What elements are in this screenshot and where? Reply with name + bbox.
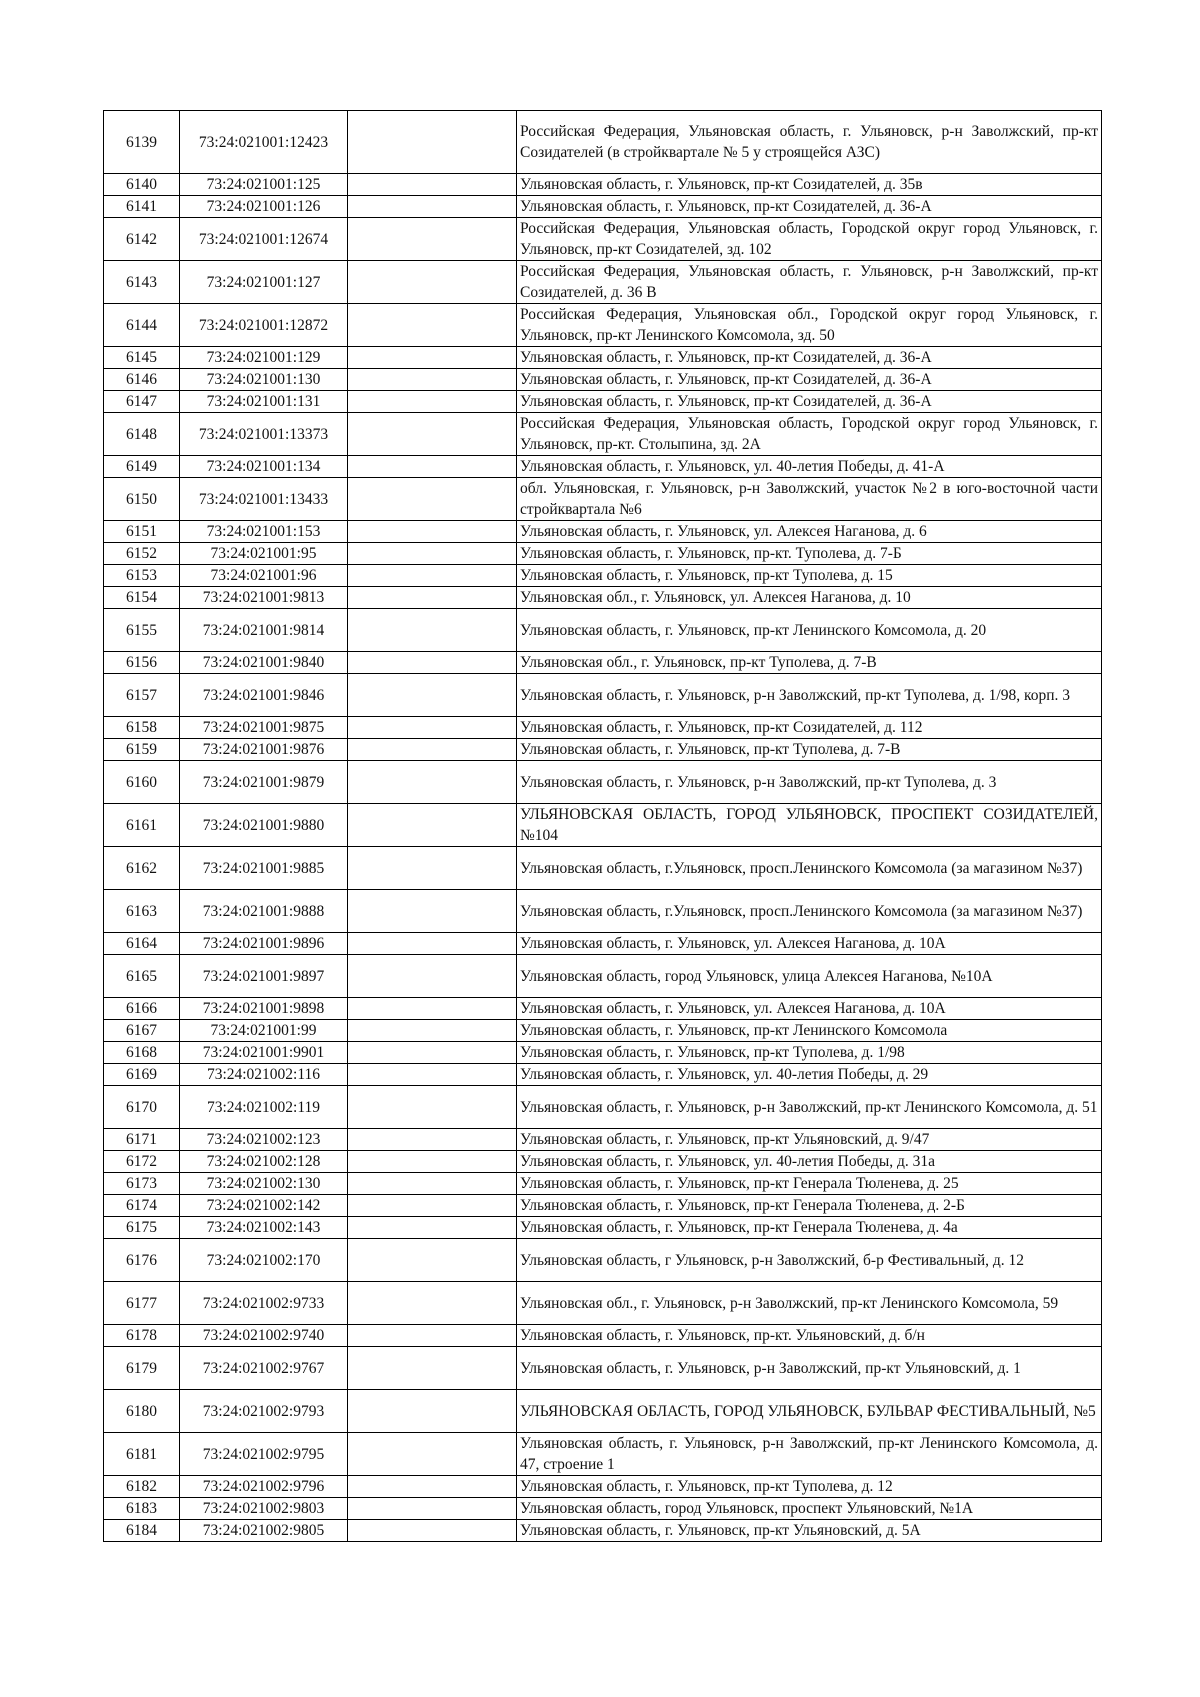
table-row (104, 1086, 1102, 1129)
address-cell: Ульяновская область, г. Ульяновск, ул. Алексея Наганова, д. 6 (517, 521, 1102, 543)
address-cell: Ульяновская область, г. Ульяновск, пр-кт Туполева, д. 1/98 (517, 1042, 1102, 1064)
cadastral-number-cell: 73:24:021002:142 (180, 1195, 348, 1217)
address-cell: УЛЬЯНОВСКАЯ ОБЛАСТЬ, ГОРОД УЛЬЯНОВСК, БУЛЬВАР ФЕСТИВАЛЬНЫЙ, №5 (517, 1390, 1102, 1433)
empty-cell (348, 1129, 517, 1151)
empty-cell (348, 804, 517, 847)
empty-cell (348, 717, 517, 739)
cadastral-number-cell: 73:24:021001:99 (180, 1020, 348, 1042)
row-number-cell: 6171 (104, 1129, 180, 1151)
table-row (104, 587, 1102, 609)
empty-cell (348, 1498, 517, 1520)
cadastral-number-cell: 73:24:021001:96 (180, 565, 348, 587)
row-number-cell: 6184 (104, 1520, 180, 1542)
table-row (104, 369, 1102, 391)
address-cell: Российская Федерация, Ульяновская область, Городской округ город Ульяновск, г. Ульяновск, пр-кт. Столыпина, зд. 2А (517, 413, 1102, 456)
row-number-cell: 6149 (104, 456, 180, 478)
table-row (104, 652, 1102, 674)
table-row (104, 1151, 1102, 1173)
empty-cell (348, 521, 517, 543)
empty-cell (348, 890, 517, 933)
address-cell: Ульяновская область, г. Ульяновск, пр-кт Ульяновский, д. 9/47 (517, 1129, 1102, 1151)
cadastral-number-cell: 73:24:021001:9898 (180, 998, 348, 1020)
table-row (104, 304, 1102, 347)
empty-cell (348, 1476, 517, 1498)
empty-cell (348, 587, 517, 609)
table-row (104, 761, 1102, 804)
address-cell: Ульяновская область, г. Ульяновск, пр-кт Генерала Тюленева, д. 4а (517, 1217, 1102, 1239)
row-number-cell: 6174 (104, 1195, 180, 1217)
cadastral-number-cell: 73:24:021002:9740 (180, 1325, 348, 1347)
empty-cell (348, 847, 517, 890)
cadastral-number-cell: 73:24:021002:9805 (180, 1520, 348, 1542)
table-row (104, 1020, 1102, 1042)
cadastral-number-cell: 73:24:021001:9888 (180, 890, 348, 933)
row-number-cell: 6176 (104, 1239, 180, 1282)
address-cell: Российская Федерация, Ульяновская область, г. Ульяновск, р-н Заволжский, пр-кт Созидателей, д. 36 В (517, 261, 1102, 304)
empty-cell (348, 1042, 517, 1064)
table-row (104, 1239, 1102, 1282)
cadastral-number-cell: 73:24:021001:95 (180, 543, 348, 565)
row-number-cell: 6146 (104, 369, 180, 391)
table-row (104, 1498, 1102, 1520)
table-row (104, 174, 1102, 196)
cadastral-number-cell: 73:24:021002:119 (180, 1086, 348, 1129)
cadastral-number-cell: 73:24:021002:143 (180, 1217, 348, 1239)
cadastral-number-cell: 73:24:021001:127 (180, 261, 348, 304)
empty-cell (348, 652, 517, 674)
address-cell: Ульяновская область, город Ульяновск, улица Алексея Наганова, №10А (517, 955, 1102, 998)
row-number-cell: 6177 (104, 1282, 180, 1325)
address-cell: Российская Федерация, Ульяновская область, г. Ульяновск, р-н Заволжский, пр-кт Созидателей (в стройквартале № 5 у строящейся АЗС) (517, 111, 1102, 174)
table-row (104, 1217, 1102, 1239)
row-number-cell: 6160 (104, 761, 180, 804)
empty-cell (348, 391, 517, 413)
cadastral-number-cell: 73:24:021001:131 (180, 391, 348, 413)
row-number-cell: 6141 (104, 196, 180, 218)
cadastral-number-cell: 73:24:021002:9793 (180, 1390, 348, 1433)
address-cell: Ульяновская обл., г. Ульяновск, р-н Заволжский, пр-кт Ленинского Комсомола, 59 (517, 1282, 1102, 1325)
address-cell: Ульяновская область, г. Ульяновск, пр-кт Созидателей, д. 36-А (517, 391, 1102, 413)
row-number-cell: 6173 (104, 1173, 180, 1195)
cadastral-number-cell: 73:24:021001:9896 (180, 933, 348, 955)
cadastral-number-cell: 73:24:021001:13373 (180, 413, 348, 456)
table-row (104, 1347, 1102, 1390)
address-cell: Ульяновская область, г. Ульяновск, пр-кт. Ульяновский, д. б/н (517, 1325, 1102, 1347)
table-row (104, 111, 1102, 174)
empty-cell (348, 1347, 517, 1390)
cadastral-number-cell: 73:24:021002:116 (180, 1064, 348, 1086)
address-cell: Ульяновская область, г. Ульяновск, р-н Заволжский, пр-кт Ленинского Комсомола, д. 51 (517, 1086, 1102, 1129)
row-number-cell: 6159 (104, 739, 180, 761)
row-number-cell: 6155 (104, 609, 180, 652)
cadastral-number-cell: 73:24:021002:9767 (180, 1347, 348, 1390)
address-cell: Ульяновская область, г. Ульяновск, ул. Алексея Наганова, д. 10А (517, 933, 1102, 955)
empty-cell (348, 674, 517, 717)
cadastral-number-cell: 73:24:021002:128 (180, 1151, 348, 1173)
address-cell: Ульяновская область, г. Ульяновск, р-н Заволжский, пр-кт Ленинского Комсомола, д. 47, строение 1 (517, 1433, 1102, 1476)
empty-cell (348, 1173, 517, 1195)
empty-cell (348, 1217, 517, 1239)
row-number-cell: 6139 (104, 111, 180, 174)
table-row (104, 565, 1102, 587)
row-number-cell: 6156 (104, 652, 180, 674)
row-number-cell: 6162 (104, 847, 180, 890)
row-number-cell: 6163 (104, 890, 180, 933)
row-number-cell: 6170 (104, 1086, 180, 1129)
empty-cell (348, 196, 517, 218)
table-row (104, 1520, 1102, 1542)
cadastral-number-cell: 73:24:021001:9901 (180, 1042, 348, 1064)
table-row (104, 1476, 1102, 1498)
cadastral-number-cell: 73:24:021001:9897 (180, 955, 348, 998)
address-cell: Ульяновская область, г. Ульяновск, пр-кт Созидателей, д. 36-А (517, 196, 1102, 218)
cadastral-number-cell: 73:24:021002:123 (180, 1129, 348, 1151)
empty-cell (348, 739, 517, 761)
address-cell: Ульяновская область, г. Ульяновск, пр-кт. Туполева, д. 7-Б (517, 543, 1102, 565)
row-number-cell: 6164 (104, 933, 180, 955)
address-cell: Ульяновская область, г. Ульяновск, пр-кт Туполева, д. 7-В (517, 739, 1102, 761)
table-row (104, 1390, 1102, 1433)
row-number-cell: 6178 (104, 1325, 180, 1347)
empty-cell (348, 565, 517, 587)
empty-cell (348, 543, 517, 565)
row-number-cell: 6181 (104, 1433, 180, 1476)
cadastral-number-cell: 73:24:021002:9795 (180, 1433, 348, 1476)
row-number-cell: 6172 (104, 1151, 180, 1173)
address-cell: Ульяновская обл., г. Ульяновск, ул. Алексея Наганова, д. 10 (517, 587, 1102, 609)
table-row (104, 998, 1102, 1020)
address-cell: Ульяновская область, г. Ульяновск, пр-кт Ленинского Комсомола (517, 1020, 1102, 1042)
empty-cell (348, 933, 517, 955)
empty-cell (348, 998, 517, 1020)
cadastral-number-cell: 73:24:021001:9876 (180, 739, 348, 761)
address-cell: Ульяновская область, г. Ульяновск, пр-кт Генерала Тюленева, д. 25 (517, 1173, 1102, 1195)
table-row (104, 1433, 1102, 1476)
address-cell: Российская Федерация, Ульяновская область, Городской округ город Ульяновск, г. Ульяновск, пр-кт Созидателей, зд. 102 (517, 218, 1102, 261)
empty-cell (348, 1433, 517, 1476)
cadastral-number-cell: 73:24:021001:12872 (180, 304, 348, 347)
row-number-cell: 6167 (104, 1020, 180, 1042)
cadastral-number-cell: 73:24:021001:125 (180, 174, 348, 196)
address-cell: УЛЬЯНОВСКАЯ ОБЛАСТЬ, ГОРОД УЛЬЯНОВСК, ПРОСПЕКТ СОЗИДАТЕЛЕЙ, №104 (517, 804, 1102, 847)
address-cell: Ульяновская область, г. Ульяновск, р-н Заволжский, пр-кт Туполева, д. 1/98, корп. 3 (517, 674, 1102, 717)
table-row (104, 543, 1102, 565)
table-row (104, 1042, 1102, 1064)
empty-cell (348, 413, 517, 456)
address-cell: Ульяновская область, г. Ульяновск, р-н Заволжский, пр-кт Туполева, д. 3 (517, 761, 1102, 804)
table-row (104, 890, 1102, 933)
cadastral-number-cell: 73:24:021001:129 (180, 347, 348, 369)
table-row (104, 456, 1102, 478)
table-row (104, 609, 1102, 652)
row-number-cell: 6154 (104, 587, 180, 609)
cadastral-number-cell: 73:24:021002:9803 (180, 1498, 348, 1520)
address-cell: Ульяновская область, г. Ульяновск, пр-кт Созидателей, д. 112 (517, 717, 1102, 739)
empty-cell (348, 261, 517, 304)
cadastral-number-cell: 73:24:021001:12674 (180, 218, 348, 261)
empty-cell (348, 1086, 517, 1129)
table-row (104, 413, 1102, 456)
address-cell: Ульяновская область, г. Ульяновск, ул. 40-летия Победы, д. 41-А (517, 456, 1102, 478)
empty-cell (348, 369, 517, 391)
row-number-cell: 6175 (104, 1217, 180, 1239)
empty-cell (348, 174, 517, 196)
cadastral-number-cell: 73:24:021001:13433 (180, 478, 348, 521)
row-number-cell: 6147 (104, 391, 180, 413)
row-number-cell: 6142 (104, 218, 180, 261)
address-cell: Ульяновская область, г. Ульяновск, пр-кт Ульяновский, д. 5А (517, 1520, 1102, 1542)
row-number-cell: 6143 (104, 261, 180, 304)
empty-cell (348, 347, 517, 369)
cadastral-number-cell: 73:24:021001:12423 (180, 111, 348, 174)
cadastral-number-cell: 73:24:021002:9733 (180, 1282, 348, 1325)
address-cell: Ульяновская область, г. Ульяновск, пр-кт Созидателей, д. 35в (517, 174, 1102, 196)
empty-cell (348, 1325, 517, 1347)
table-row (104, 1282, 1102, 1325)
empty-cell (348, 761, 517, 804)
cadastral-number-cell: 73:24:021001:9840 (180, 652, 348, 674)
empty-cell (348, 456, 517, 478)
address-cell: Ульяновская область, г. Ульяновск, ул. 40-летия Победы, д. 31а (517, 1151, 1102, 1173)
cadastral-number-cell: 73:24:021001:9885 (180, 847, 348, 890)
cadastral-number-cell: 73:24:021001:9879 (180, 761, 348, 804)
cadastral-number-cell: 73:24:021001:153 (180, 521, 348, 543)
cadastral-number-cell: 73:24:021001:9814 (180, 609, 348, 652)
cadastral-number-cell: 73:24:021001:9846 (180, 674, 348, 717)
row-number-cell: 6152 (104, 543, 180, 565)
empty-cell (348, 1282, 517, 1325)
address-cell: Ульяновская область, г Ульяновск, р-н Заволжский, б-р Фестивальный, д. 12 (517, 1239, 1102, 1282)
row-number-cell: 6145 (104, 347, 180, 369)
empty-cell (348, 111, 517, 174)
address-cell: Ульяновская область, г. Ульяновск, пр-кт Туполева, д. 15 (517, 565, 1102, 587)
cadastral-number-cell: 73:24:021002:130 (180, 1173, 348, 1195)
cadastral-number-cell: 73:24:021001:134 (180, 456, 348, 478)
address-cell: Ульяновская область, г. Ульяновск, ул. 40-летия Победы, д. 29 (517, 1064, 1102, 1086)
address-cell: Ульяновская область, г.Ульяновск, просп.Ленинского Комсомола (за магазином №37) (517, 890, 1102, 933)
table-row (104, 218, 1102, 261)
row-number-cell: 6179 (104, 1347, 180, 1390)
cadastral-number-cell: 73:24:021001:9880 (180, 804, 348, 847)
row-number-cell: 6168 (104, 1042, 180, 1064)
address-cell: Ульяновская область, г.Ульяновск, просп.Ленинского Комсомола (за магазином №37) (517, 847, 1102, 890)
address-cell: Ульяновская область, г. Ульяновск, ул. Алексея Наганова, д. 10А (517, 998, 1102, 1020)
address-cell: обл. Ульяновская, г. Ульяновск, р-н Заволжский, участок №2 в юго-восточной части стройквартала №6 (517, 478, 1102, 521)
row-number-cell: 6166 (104, 998, 180, 1020)
row-number-cell: 6148 (104, 413, 180, 456)
empty-cell (348, 1520, 517, 1542)
cadastral-number-cell: 73:24:021002:170 (180, 1239, 348, 1282)
cadastral-number-cell: 73:24:021001:126 (180, 196, 348, 218)
cadastral-number-cell: 73:24:021001:130 (180, 369, 348, 391)
empty-cell (348, 1195, 517, 1217)
table-row (104, 955, 1102, 998)
cadastral-registry-table (103, 110, 1102, 1542)
empty-cell (348, 304, 517, 347)
cadastral-number-cell: 73:24:021001:9813 (180, 587, 348, 609)
address-cell: Ульяновская область, г. Ульяновск, пр-кт Ленинского Комсомола, д. 20 (517, 609, 1102, 652)
table-body (104, 111, 1102, 1542)
table-row (104, 1064, 1102, 1086)
cadastral-number-cell: 73:24:021002:9796 (180, 1476, 348, 1498)
row-number-cell: 6169 (104, 1064, 180, 1086)
table-row (104, 847, 1102, 890)
row-number-cell: 6151 (104, 521, 180, 543)
row-number-cell: 6157 (104, 674, 180, 717)
address-cell: Российская Федерация, Ульяновская обл., Городской округ город Ульяновск, г. Ульяновск, пр-кт Ленинского Комсомола, зд. 50 (517, 304, 1102, 347)
empty-cell (348, 955, 517, 998)
row-number-cell: 6150 (104, 478, 180, 521)
table-row (104, 478, 1102, 521)
empty-cell (348, 1151, 517, 1173)
table-row (104, 933, 1102, 955)
empty-cell (348, 478, 517, 521)
address-cell: Ульяновская область, г. Ульяновск, пр-кт Созидателей, д. 36-А (517, 347, 1102, 369)
empty-cell (348, 609, 517, 652)
row-number-cell: 6140 (104, 174, 180, 196)
address-cell: Ульяновская обл., г. Ульяновск, пр-кт Туполева, д. 7-В (517, 652, 1102, 674)
table-row (104, 347, 1102, 369)
table-row (104, 1129, 1102, 1151)
row-number-cell: 6165 (104, 955, 180, 998)
address-cell: Ульяновская область, город Ульяновск, проспект Ульяновский, №1А (517, 1498, 1102, 1520)
empty-cell (348, 1390, 517, 1433)
row-number-cell: 6183 (104, 1498, 180, 1520)
table-row (104, 1325, 1102, 1347)
address-cell: Ульяновская область, г. Ульяновск, р-н Заволжский, пр-кт Ульяновский, д. 1 (517, 1347, 1102, 1390)
table-row (104, 739, 1102, 761)
address-cell: Ульяновская область, г. Ульяновск, пр-кт Туполева, д. 12 (517, 1476, 1102, 1498)
table-row (104, 674, 1102, 717)
row-number-cell: 6153 (104, 565, 180, 587)
table-row (104, 196, 1102, 218)
table-row (104, 261, 1102, 304)
table-row (104, 391, 1102, 413)
empty-cell (348, 218, 517, 261)
row-number-cell: 6158 (104, 717, 180, 739)
empty-cell (348, 1064, 517, 1086)
address-cell: Ульяновская область, г. Ульяновск, пр-кт Созидателей, д. 36-А (517, 369, 1102, 391)
row-number-cell: 6161 (104, 804, 180, 847)
table-row (104, 521, 1102, 543)
cadastral-number-cell: 73:24:021001:9875 (180, 717, 348, 739)
address-cell: Ульяновская область, г. Ульяновск, пр-кт Генерала Тюленева, д. 2-Б (517, 1195, 1102, 1217)
row-number-cell: 6180 (104, 1390, 180, 1433)
table-row (104, 804, 1102, 847)
empty-cell (348, 1020, 517, 1042)
table-row (104, 717, 1102, 739)
table-row (104, 1195, 1102, 1217)
row-number-cell: 6182 (104, 1476, 180, 1498)
table-row (104, 1173, 1102, 1195)
row-number-cell: 6144 (104, 304, 180, 347)
empty-cell (348, 1239, 517, 1282)
